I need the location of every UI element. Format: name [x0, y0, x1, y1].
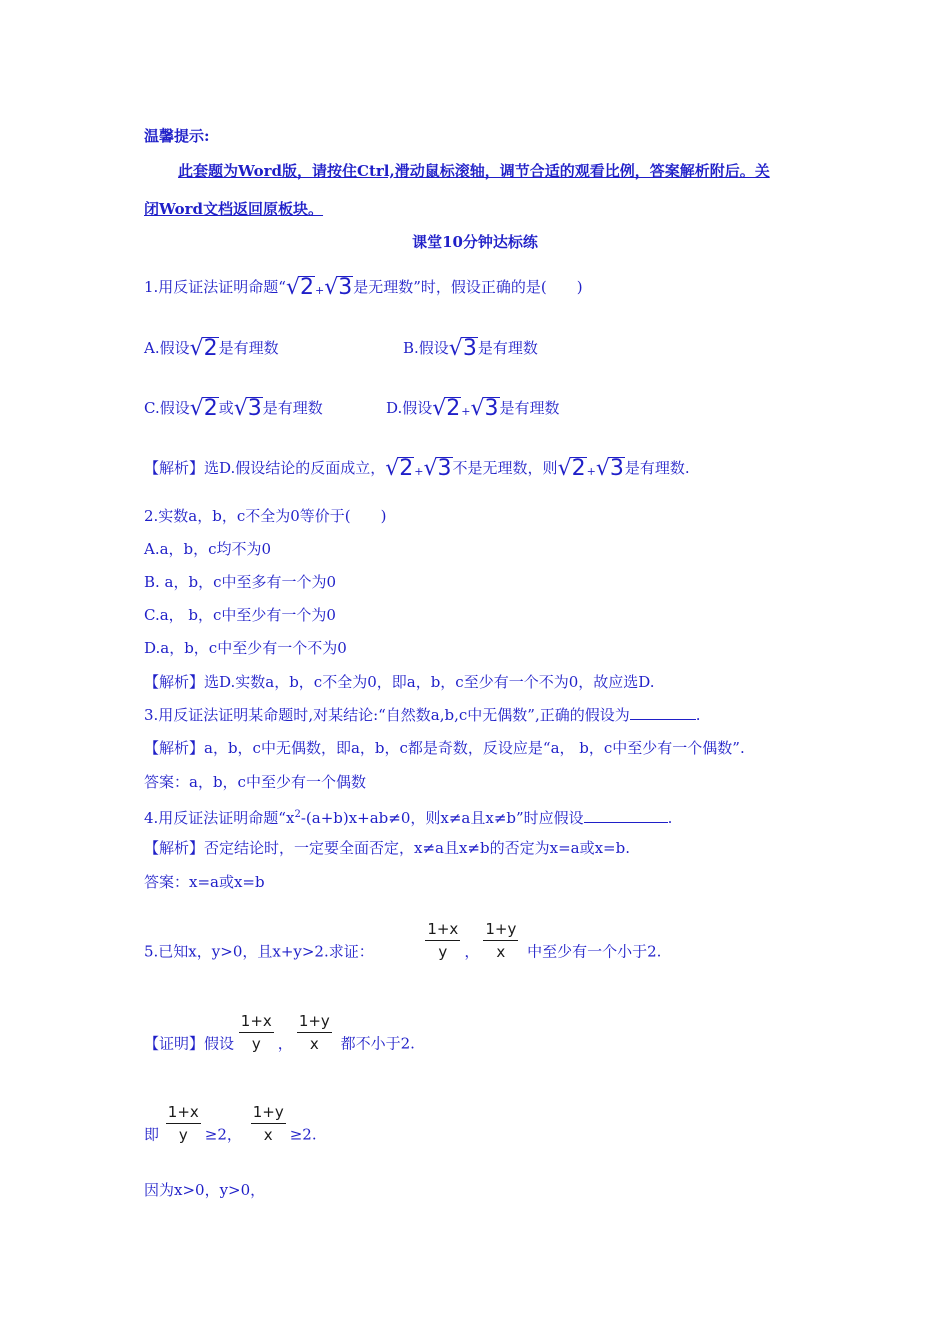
sqrt-2: √2 [385, 456, 414, 481]
q5-proof-start: 【证明】假设 $\frac{1+x}{y}$ ， $\frac{1+y}{x}$ 都不小于2. [144, 1012, 415, 1053]
q1-analysis: 【解析】选D.假设结论的反面成立，√2+√3不是无理数，则√2+√3是有理数. [144, 456, 690, 481]
sqrt-3: √3 [324, 275, 353, 300]
sqrt-2: √2 [189, 396, 218, 421]
q5-stem: 5.已知x，y>0，且x+y>2.求证： $\frac{1+x}{y}$ ， $\frac{1+y}{x}$ 中至少有一个小于2. [144, 920, 662, 961]
sqrt-3: √3 [470, 396, 499, 421]
answer-blank[interactable] [584, 808, 668, 823]
tip-title: 温馨提示: [144, 127, 210, 145]
fraction: $\frac{1+x}{y}$ [240, 1012, 272, 1053]
q5-proof-line-2: 即 $\frac{1+x}{y}$ ≥2， $\frac{1+y}{x}$ ≥2. [144, 1103, 317, 1144]
fraction: $\frac{1+y}{x}$ [298, 1012, 330, 1053]
fraction: $\frac{1+x}{y}$ [167, 1103, 199, 1144]
q1-option-c: C.假设√2或√3是有理数 [144, 396, 323, 421]
tip-line-2[interactable]: 闭Word文档返回原板块。 [144, 200, 324, 218]
q4-analysis: 【解析】否定结论时，一定要全面否定，x≠a且x≠b的否定为x=a或x=b. [144, 839, 630, 857]
q2-option-d: D.a，b，c中至少有一个不为0 [144, 639, 347, 657]
fraction: $\frac{1+x}{y}$ [427, 920, 459, 961]
sqrt-3: √3 [233, 396, 262, 421]
q2-stem: 2.实数a，b，c不全为0等价于( ) [144, 507, 387, 525]
q3-answer: 答案：a，b，c中至少有一个偶数 [144, 773, 366, 791]
q2-analysis: 【解析】选D.实数a，b，c不全为0，即a，b，c至少有一个不为0，故应选D. [144, 673, 655, 691]
q2-option-c: C.a， b，c中至少有一个为0 [144, 606, 336, 624]
q1-option-a: A.假设√2是有理数 [144, 336, 279, 361]
q5-proof-line-3: 因为x>0，y>0， [144, 1181, 266, 1199]
q2-option-b: B. a，b，c中至多有一个为0 [144, 573, 337, 591]
q3-stem: 3.用反证法证明某命题时,对某结论:“自然数a,b,c中无偶数”,正确的假设为 . [144, 706, 701, 724]
answer-blank[interactable] [630, 705, 696, 720]
sqrt-2: √2 [189, 336, 218, 361]
fraction: $\frac{1+y}{x}$ [252, 1103, 284, 1144]
q3-analysis: 【解析】a，b，c中无偶数，即a，b，c都是奇数，反设应是“a， b，c中至少有一个偶数”. [144, 739, 745, 757]
q4-answer: 答案：x=a或x=b [144, 873, 265, 891]
q2-option-a: A.a，b，c均不为0 [144, 540, 272, 558]
tip-line-1[interactable]: 此套题为Word版，请按住Ctrl,滑动鼠标滚轴，调节合适的观看比例，答案解析附后。关 [178, 162, 770, 180]
q1-stem: 1.用反证法证明命题“√2+√3是无理数”时，假设正确的是( ) [144, 275, 583, 300]
q1-option-d: D.假设√2+√3是有理数 [386, 396, 560, 421]
sqrt-3: √3 [448, 336, 477, 361]
sqrt-2: √2 [285, 275, 315, 300]
sqrt-2: √2 [432, 396, 461, 421]
sqrt-3: √3 [423, 456, 452, 481]
q4-stem: 4.用反证法证明命题“$x^2-(a+b)x+ab\ne 0$，则x≠a且x≠b”时应假设 . [144, 809, 673, 827]
section-title: 课堂10分钟达标练 [412, 233, 538, 251]
fraction: $\frac{1+y}{x}$ [485, 920, 517, 961]
sqrt-3: √3 [595, 456, 624, 481]
q1-option-b: B.假设√3是有理数 [403, 336, 538, 361]
sqrt-2: √2 [557, 456, 586, 481]
